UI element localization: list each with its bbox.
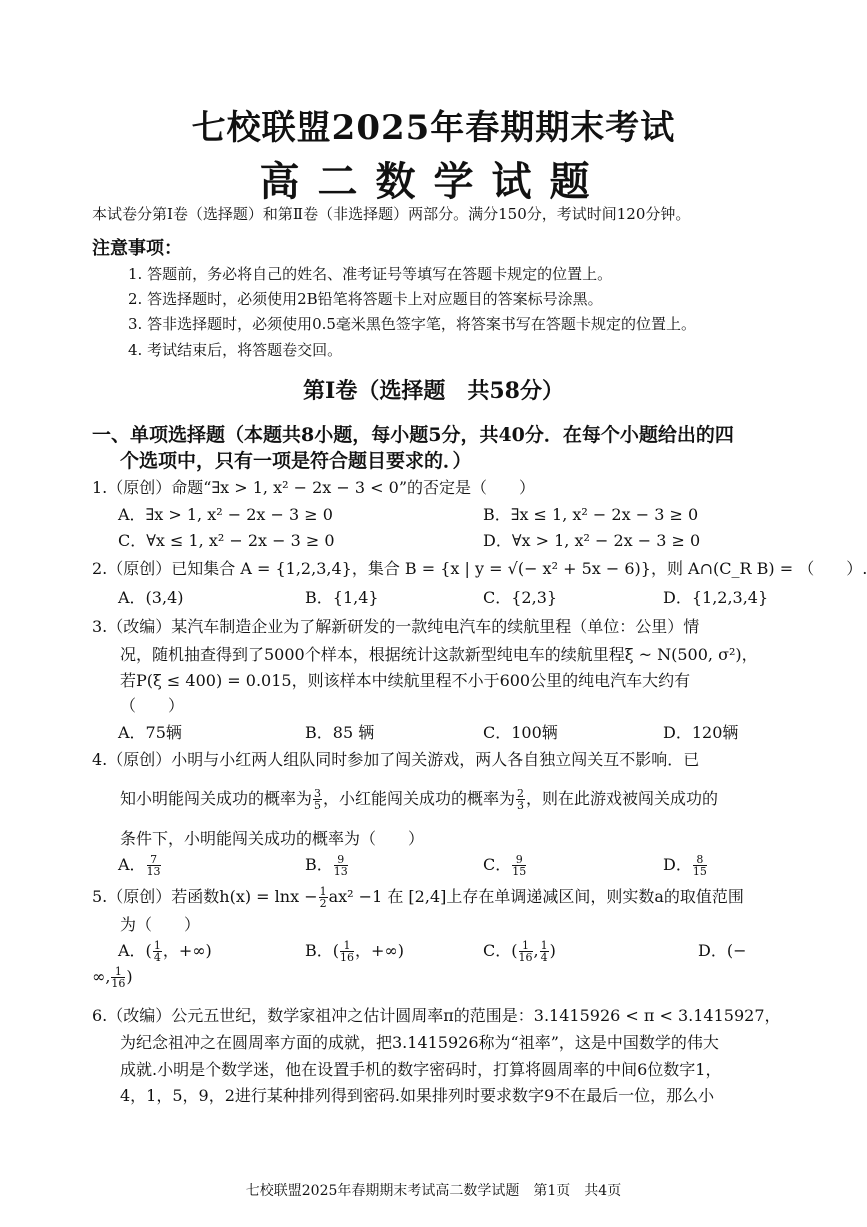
fraction	[319, 886, 328, 909]
option-letter: B．(	[305, 941, 340, 960]
notice-item: 2. 答选择题时，必须使用2B铅笔将答题卡上对应题目的答案标号涂黑。	[128, 290, 603, 308]
q3-option-a: A．75辆	[118, 723, 182, 742]
denominator: 16	[518, 951, 533, 964]
question-1-stem: 1.（原创）命题“∃x > 1, x² − 2x − 3 < 0”的否定是（ ）	[92, 478, 535, 497]
section-heading-cont: 个选项中，只有一项是符合题目要求的．）	[120, 450, 472, 472]
q2-option-a: A．(3,4)	[118, 588, 184, 607]
denominator: 15	[512, 865, 527, 878]
q4-option-c	[483, 852, 527, 877]
denominator: 15	[692, 865, 707, 878]
q3-option-c: C．100辆	[483, 723, 558, 742]
q4-option-b	[305, 852, 349, 877]
q5-option-a	[118, 938, 212, 963]
question-3-line: 况，随机抽查得到了5000个样本，根据统计这款新型纯电车的续航里程ξ ~ N(500, σ²)，	[120, 645, 758, 664]
fraction	[147, 854, 161, 877]
fraction	[519, 940, 533, 963]
exam-subtitle: 高二数学试题	[259, 158, 608, 205]
numerator: 9	[334, 854, 348, 866]
numerator: 9	[512, 854, 526, 866]
exam-intro: 本试卷分第Ⅰ卷（选择题）和第Ⅱ卷（非选择题）两部分。满分150分，考试时间120分钟。	[92, 205, 691, 223]
denominator: 2	[319, 897, 327, 910]
page-footer: 七校联盟2025年春期期末考试高二数学试题 第1页 共4页	[245, 1183, 622, 1199]
q2-option-c: C．{2,3}	[483, 588, 558, 607]
fraction	[512, 854, 526, 877]
option-text: ∞,	[92, 967, 111, 986]
q3-option-d: D．120辆	[663, 723, 739, 742]
q4-option-a	[118, 852, 162, 877]
question-6-line: 6.（改编）公元五世纪，数学家祖冲之估计圆周率π的范围是：3.1415926 < π < 3.1415927，	[92, 1006, 781, 1025]
question-6-line: 为纪念祖冲之在圆周率方面的成就，把3.1415926称为“祖率”，这是中国数学的伟大	[120, 1033, 719, 1052]
question-3-line: 3.（改编）某汽车制造企业为了解新研发的一款纯电汽车的续航里程（单位：公里）情	[92, 617, 700, 636]
numerator: 1	[540, 939, 548, 952]
numerator: 8	[693, 854, 707, 866]
q1-option-c: C．∀x ≤ 1, x² − 2x − 3 ≥ 0	[118, 531, 335, 550]
option-letter: A．(	[118, 941, 152, 960]
question-6-line: 4，1，5，9，2进行某种排列得到密码.如果排列时要求数字9不在最后一位，那么小	[120, 1086, 715, 1105]
option-letter: C．(	[483, 941, 518, 960]
question-4-line: 条件下，小明能闯关成功的概率为（ ）	[120, 829, 425, 848]
q1-option-d: D．∀x > 1, x² − 2x − 3 ≥ 0	[483, 531, 701, 550]
q3-option-b: B．85 辆	[305, 723, 375, 742]
question-4-line: 4.（原创）小明与小红两人组队同时参加了闯关游戏，两人各自独立闯关互不影响．已	[92, 750, 700, 769]
option-text: ,	[533, 941, 539, 960]
numerator: 7	[147, 854, 161, 866]
numerator: 2	[517, 787, 525, 800]
denominator: 4	[540, 951, 548, 964]
option-letter: D．	[663, 855, 692, 874]
option-text: ，+∞)	[355, 941, 404, 960]
q4-text: ，则在此游戏被闯关成功的	[526, 789, 719, 808]
q5-option-c	[483, 938, 556, 963]
option-text: )	[126, 967, 133, 986]
question-3-line: 若P(ξ ≤ 400) = 0.015，则该样本中续航里程不小于600公里的纯电汽车大约有	[120, 671, 691, 690]
fraction	[334, 854, 348, 877]
question-5-line	[92, 884, 744, 909]
q4-text: ，小红能闯关成功的概率为	[323, 789, 516, 808]
notice-item: 3. 答非选择题时，必须使用0.5毫米黑色签字笔，将答案书写在答题卡规定的位置上。	[128, 315, 696, 333]
numerator: 1	[519, 940, 533, 952]
denominator: 4	[153, 951, 161, 964]
q2-option-d: D．{1,2,3,4}	[663, 588, 769, 607]
q5-option-d: D．(−	[698, 941, 747, 960]
question-3-line: （ ）	[120, 696, 185, 715]
denominator: 16	[111, 977, 126, 990]
fraction	[313, 788, 322, 811]
numerator: 1	[111, 966, 125, 978]
fraction	[516, 788, 525, 811]
question-4-line	[120, 786, 718, 811]
notice-item: 4. 考试结束后，将答题卷交回。	[128, 341, 343, 359]
q5-text: ax² −1 在 [2,4]上存在单调递减区间，则实数a的取值范围	[328, 887, 744, 906]
q2-option-b: B．{1,4}	[305, 588, 379, 607]
denominator: 16	[340, 951, 355, 964]
denominator: 5	[314, 799, 322, 812]
question-6-line: 成就.小明是个数学迷，他在设置手机的数字密码时，打算将圆周率的中间6位数字1，	[120, 1060, 722, 1079]
numerator: 1	[319, 885, 327, 898]
option-letter: C．	[483, 855, 512, 874]
question-5-line: 为（ ）	[120, 915, 201, 934]
part-heading: 第Ⅰ卷（选择题 共58分）	[303, 378, 564, 404]
option-text: )	[549, 941, 556, 960]
option-letter: B．	[305, 855, 333, 874]
option-text: ，+∞)	[162, 941, 212, 960]
fraction	[693, 854, 707, 877]
numerator: 1	[153, 939, 161, 952]
exam-title: 七校联盟2025年春期期末考试	[191, 108, 676, 148]
section-heading: 一、单项选择题（本题共8小题，每小题5分，共40分．在每个小题给出的四	[92, 424, 734, 446]
q4-text: 知小明能闯关成功的概率为	[120, 789, 313, 808]
q4-option-d	[663, 852, 708, 877]
q1-option-a: A．∃x > 1, x² − 2x − 3 ≥ 0	[118, 505, 333, 524]
q5-option-d-cont	[92, 966, 133, 989]
option-letter: A．	[118, 855, 146, 874]
numerator: 3	[314, 787, 322, 800]
q1-option-b: B．∃x ≤ 1, x² − 2x − 3 ≥ 0	[483, 505, 699, 524]
q5-text: 5.（原创）若函数h(x) = lnx −	[92, 887, 318, 906]
numerator: 1	[340, 940, 354, 952]
notice-heading: 注意事项：	[92, 238, 182, 259]
fraction	[340, 940, 354, 963]
question-2-stem: 2.（原创）已知集合 A = {1,2,3,4}，集合 B = {x | y = √(− x² + 5x − 6)}，则 A∩(C_R B) = （ ）.	[92, 559, 867, 578]
notice-item: 1. 答题前，务必将自己的姓名、准考证号等填写在答题卡规定的位置上。	[128, 265, 613, 283]
denominator: 3	[517, 799, 525, 812]
fraction	[153, 940, 162, 963]
denominator: 13	[333, 865, 348, 878]
fraction	[540, 940, 549, 963]
fraction	[111, 966, 125, 989]
denominator: 13	[146, 865, 161, 878]
q5-option-b	[305, 938, 404, 963]
